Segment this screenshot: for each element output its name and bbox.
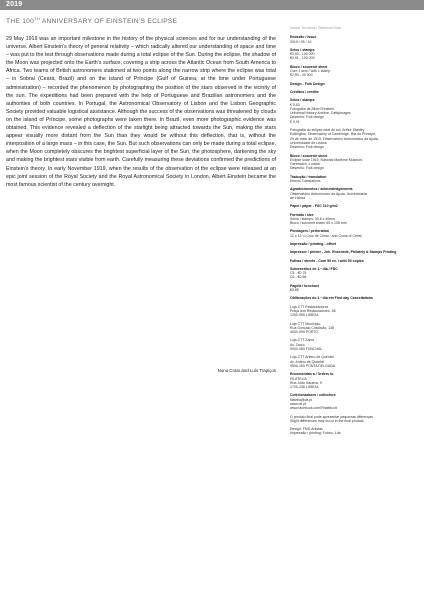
sidebar-section [290, 98, 420, 124]
title-pre: THE 100 [6, 18, 35, 26]
section-line: C6 - €0,56 [290, 275, 307, 280]
section-line: C5 - €0,75 [290, 271, 307, 276]
sidebar-section [290, 187, 420, 200]
title-sup: TH [34, 16, 41, 21]
section-heading: Picotagem / perforation [290, 229, 330, 234]
sidebar-section [290, 65, 420, 78]
section-line: Kennis Translations [290, 179, 321, 184]
sidebar-section [290, 338, 420, 351]
section-heading: Encomendas a / Orders to [290, 372, 334, 377]
section-line: Rua Gonçalo Cristóvão, 136 [290, 325, 334, 330]
section-line: O produto final pode apresentar pequenas diferenças. [290, 414, 374, 419]
section-heading: Impressor / printer - Joh. Enschedé, Philately & Stamps Printing [290, 250, 397, 255]
section-line: Loja CTT Restauradores [290, 304, 329, 309]
section-line: Desenho: Folk design [290, 145, 324, 150]
sidebar-section [290, 305, 420, 318]
section-line: €0,85 [290, 288, 299, 293]
section-line: Desenho: Folk design [290, 166, 324, 171]
section-line: Av. Antero de Quental [290, 359, 324, 364]
sidebar-section [290, 250, 420, 254]
section-line: Eddington, Observatory of Cambridge, Ilha do Príncipe, [290, 132, 376, 137]
section-line: Impressão / printing: Futuro, Lda [290, 431, 341, 436]
sidebar-section [290, 242, 420, 246]
sidebar-section [290, 175, 420, 184]
section-line: Loja CTT Município [290, 321, 321, 326]
section-heading: Sobrescritos de 1.º dia / FDC [290, 266, 338, 271]
sidebar-section [290, 213, 420, 226]
section-line: Desenho: Folk design [290, 115, 324, 120]
section-line: Universidade de Lisboa [290, 140, 327, 145]
year-label: 2019 [6, 1, 23, 8]
sidebar-section [290, 259, 420, 263]
section-line: 12 x 12 ¼ Cruz de Cristo / and Cross of Christ [290, 233, 362, 238]
section-heading: Selos / stamps [290, 98, 315, 103]
section-heading: Design - Folk Design [290, 81, 325, 86]
sidebar-section [290, 355, 420, 368]
sidebar-section [290, 322, 420, 335]
section-line: 2019 / 05 / 16 [290, 39, 312, 44]
section-line: € 0,53 [290, 102, 300, 107]
section-line: 1700-248 LISBOA [290, 385, 319, 390]
section-line: Universal History Archive, GettyImages [290, 111, 351, 116]
section-line: www.facebook.com/Filatelicctt [290, 406, 337, 411]
section-heading: Selos / stamps [290, 47, 315, 52]
sidebar-section [290, 372, 420, 389]
section-line: de Lisboa [290, 195, 306, 200]
section-line: filatelia@ctt.pt [290, 397, 313, 402]
section-line: Loja CTT Zarco [290, 338, 315, 343]
section-line: Loja CTT Antero de Quental [290, 355, 334, 360]
sidebar-section [290, 427, 420, 436]
section-heading: Colecionadores / collectors [290, 393, 336, 398]
section-line: Com 1 selo / with 1 stamp [290, 69, 331, 74]
sidebar-section [290, 296, 420, 300]
section-heading: Impressão / printing - offset [290, 241, 337, 246]
sidebar-header: Dados Técnicos / Technical Data [290, 26, 341, 30]
section-line: €0,91 - 100 000 [290, 56, 315, 61]
sidebar-section [290, 154, 420, 171]
section-heading: Tradução / translation [290, 174, 327, 179]
section-line: FILATELIA [290, 376, 307, 381]
sidebar-section [290, 48, 420, 61]
section-line: Eclipse solar 1919, National Maritime Museum, [290, 157, 364, 162]
section-heading: Créditos / credits [290, 89, 319, 94]
sidebar-section [290, 284, 420, 293]
section-heading: Agradecimentos / acknowledgements [290, 187, 353, 192]
section-line: Fotografia do eclipse total do sol, Arthur Stanley [290, 128, 365, 133]
sidebar-section [290, 415, 420, 424]
sidebar-section [290, 90, 420, 94]
section-line: www.ctt.pt [290, 402, 306, 406]
section-line: Praça dos Restauradores, 58 [290, 308, 336, 313]
section-line: Design: FMD Artistas [290, 427, 323, 432]
section-heading: Pagela / brochure [290, 283, 320, 288]
section-line: € 0,91 [290, 119, 300, 124]
section-heading: Obliterações do 1.º dia em First day Cancellations [290, 296, 373, 301]
section-line: Rua João Saraiva, 9 [290, 380, 322, 385]
section-heading: Emissão / Issue [290, 35, 317, 40]
sidebar-section [290, 267, 420, 280]
section-heading: Folhas / sheets - Com 50 ex. / with 50 copies [290, 258, 364, 263]
section-line: 4000-999 PORTO [290, 330, 319, 335]
section-heading: Papel / paper - FSC 110 g/m2 [290, 204, 338, 209]
section-line: Fotografia de Albert Einstein, [290, 106, 335, 111]
sidebar-section [290, 204, 420, 208]
sidebar-section [290, 35, 420, 44]
header-bar [0, 0, 424, 10]
section-line: Observatório Astronómico da Ajuda, Universidade [290, 191, 368, 196]
sidebar-section [290, 128, 420, 149]
sidebar-section [290, 229, 420, 238]
title-post: ANNIVERSARY OF EINSTEIN'S ECLIPSE [40, 18, 178, 26]
section-heading: Bloco / souvenir sheet [290, 64, 328, 69]
technical-data-sidebar [290, 26, 420, 440]
section-line: 1250-998 LISBOA [290, 313, 319, 318]
section-line: Bloco / souvenir sheet: 65 x 105 mm [290, 221, 347, 226]
section-line: 29 de maio de 1919, Observatório Astronómico da Ajuda, [290, 136, 379, 141]
section-line: 9500-160 PONTA DELGADA [290, 363, 336, 368]
section-line: Slight differences may occur in the final product. [290, 418, 365, 423]
section-heading: Formato / size [290, 212, 314, 217]
section-line: €0,53 - 100 000 [290, 52, 315, 57]
section-line: 9000-069 FUNCHAL [290, 347, 323, 352]
section-line: Av. Zarco [290, 342, 305, 347]
sidebar-section [290, 393, 420, 410]
authors: Nuno Crato and Luís Trapiços [217, 368, 276, 373]
section-line: €2,50 - 40 000 [290, 73, 313, 78]
section-line: Greenwich, London [290, 162, 321, 167]
body-text: 29 May 1919 was an important milestone in the history of the physical sciences and for our understanding of the universe. Albert Einstein's theory of general relativity – which radically altered our understanding of space and time – was put to the test through observations made during a total eclipse of the Sun. During the eclipse, the shadow of the Moon was projected onto the Earth's surface, covering a strip across the Atlantic Ocean from South America to Africa. Two teams of British astronomers stationed at two points along the narrow strip where the eclipse was total – in Sobral (Ceará, Brazil) and on the island of Príncipe (Gulf of Guinea, at the time under Portuguese administration) – recorded the phenomenon by photographing the position of the stars observed in the vicinity of the sun. The expeditions had been prepared with the help of Portuguese and Brazilian astronomers and the authorities of both countries. In Portugal, the Astronomical Observatory of Lisbon and the Lisbon Geographic Society provided valuable logistical assistance. Although the success of the observations was threatened by clouds on the island of Príncipe, some photographs were taken there. In Brazil, even more photographic evidence was obtained. This evidence revealed a deflection of the starlight being attracted towards the Sun, making the stars appear visually more distant from the Sun than they would be without this deflection, that is, without the interposition of a large mass – in this case, the Sun. But such observations can only be made during a total eclipse, when the Moon completely obscures the brightest superficial layer of the Sun, the photosphere, darkening the sky and making the brightest stars visible from earth. Carefully measuring these deviations confirmed the predictions of Einstein's theory. In early November 1919, when the results of the observation of the eclipse were released at an epic joint session of the Royal Society and the Royal Astronomical Society in London, Albert Einstein became the most famous scientist of the century overnight. [6, 36, 277, 188]
section-heading: Bloco / souvenir sheet [290, 153, 328, 158]
sidebar-sections [290, 35, 420, 435]
sidebar-section [290, 82, 420, 86]
section-line: Selos / stamps: 30,6 x 40mm [290, 216, 336, 221]
page-title [6, 16, 177, 25]
